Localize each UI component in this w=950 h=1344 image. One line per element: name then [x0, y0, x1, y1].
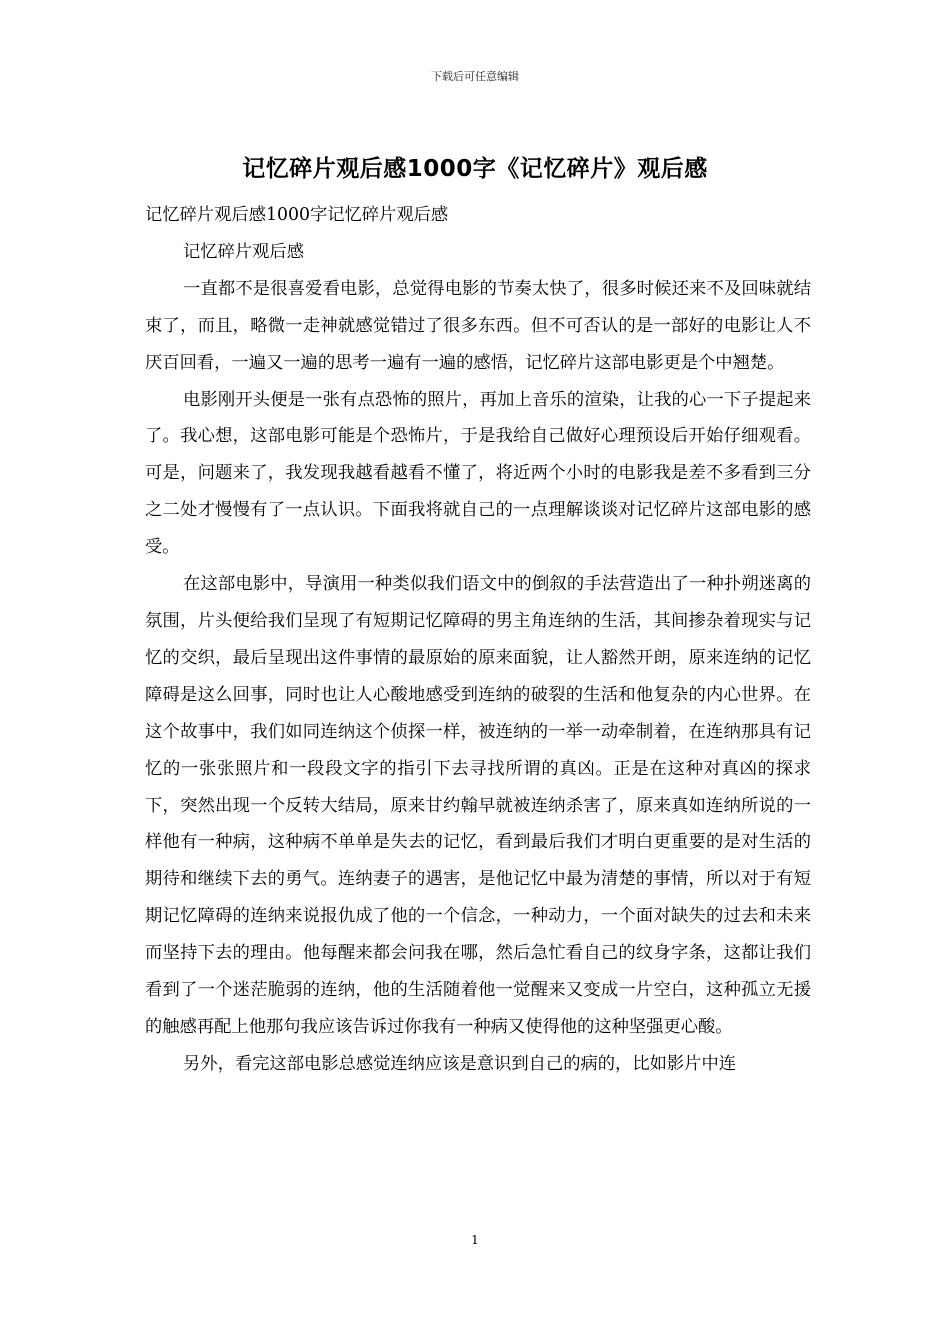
section-heading: 记忆碎片观后感	[183, 241, 304, 262]
paragraph: 一直都不是很喜爱看电影，总觉得电影的节奏太快了，很多时候还来不及回味就结束了，而且，略微一走神就感觉错过了很多东西。但不可否认的是一部好的电影让人不厌百回看，一遍又一遍的思考一遍有一遍的感悟，记忆碎片这部电影更是个中翘楚。	[145, 278, 811, 373]
page-number: 1	[471, 1233, 479, 1247]
page-header: 下载后可任意编辑	[431, 70, 519, 83]
document-subtitle: 记忆碎片观后感1000字记忆碎片观后感	[145, 205, 449, 225]
paragraph: 在这部电影中，导演用一种类似我们语文中的倒叙的手法营造出了一种扑朔迷离的氛围，片头便给我们呈现了有短期记忆障碍的男主角连纳的生活，其间掺杂着现实与记忆的交织，最后呈现出这件事情的最原始的原来面貌，让人豁然开朗，原来连纳的记忆障碍是这么回事，同时也让人心酸地感受到连纳的破裂的生活和他复杂的内心世界。在这个故事中，我们如同连纳这个侦探一样，被连纳的一举一动牵制着，在连纳那具有记忆的一张张照片和一段段文字的指引下去寻找所谓的真凶。正是在这种对真凶的探求下，突然出现一个反转大结局，原来甘约翰早就被连纳杀害了，原来真如连纳所说的一样他有一种病，这种病不单单是失去的记忆，看到最后我们才明白更重要的是对生活的期待和继续下去的勇气。连纳妻子的遇害，是他记忆中最为清楚的事情，所以对于有短期记忆障碍的连纳来说报仇成了他的一个信念，一种动力，一个面对缺失的过去和未来而坚持下去的理由。他每醒来都会问我在哪，然后急忙看自己的纹身字条，这都让我们看到了一个迷茫脆弱的连纳，他的生活随着他一觉醒来又变成一片空白，这种孤立无援的触感再配上他那句我应该告诉过你我有一种病又使得他的这种坚强更心酸。	[145, 574, 811, 1037]
document-title: 记忆碎片观后感1000字《记忆碎片》观后感	[242, 156, 708, 182]
document-body	[145, 197, 811, 1083]
paragraph: 另外，看完这部电影总感觉连纳应该是意识到自己的病的，比如影片中连	[183, 1053, 737, 1074]
paragraph: 电影刚开头便是一张有点恐怖的照片，再加上音乐的渲染，让我的心一下子提起来了。我心想，这部电影可能是个恐怖片，于是我给自己做好心理预设后开始仔细观看。可是，问题来了，我发现我越看越看不懂了，将近两个小时的电影我是差不多看到三分之二处才慢慢有了一点认识。下面我将就自己的一点理解谈谈对记忆碎片这部电影的感受。	[145, 389, 811, 558]
